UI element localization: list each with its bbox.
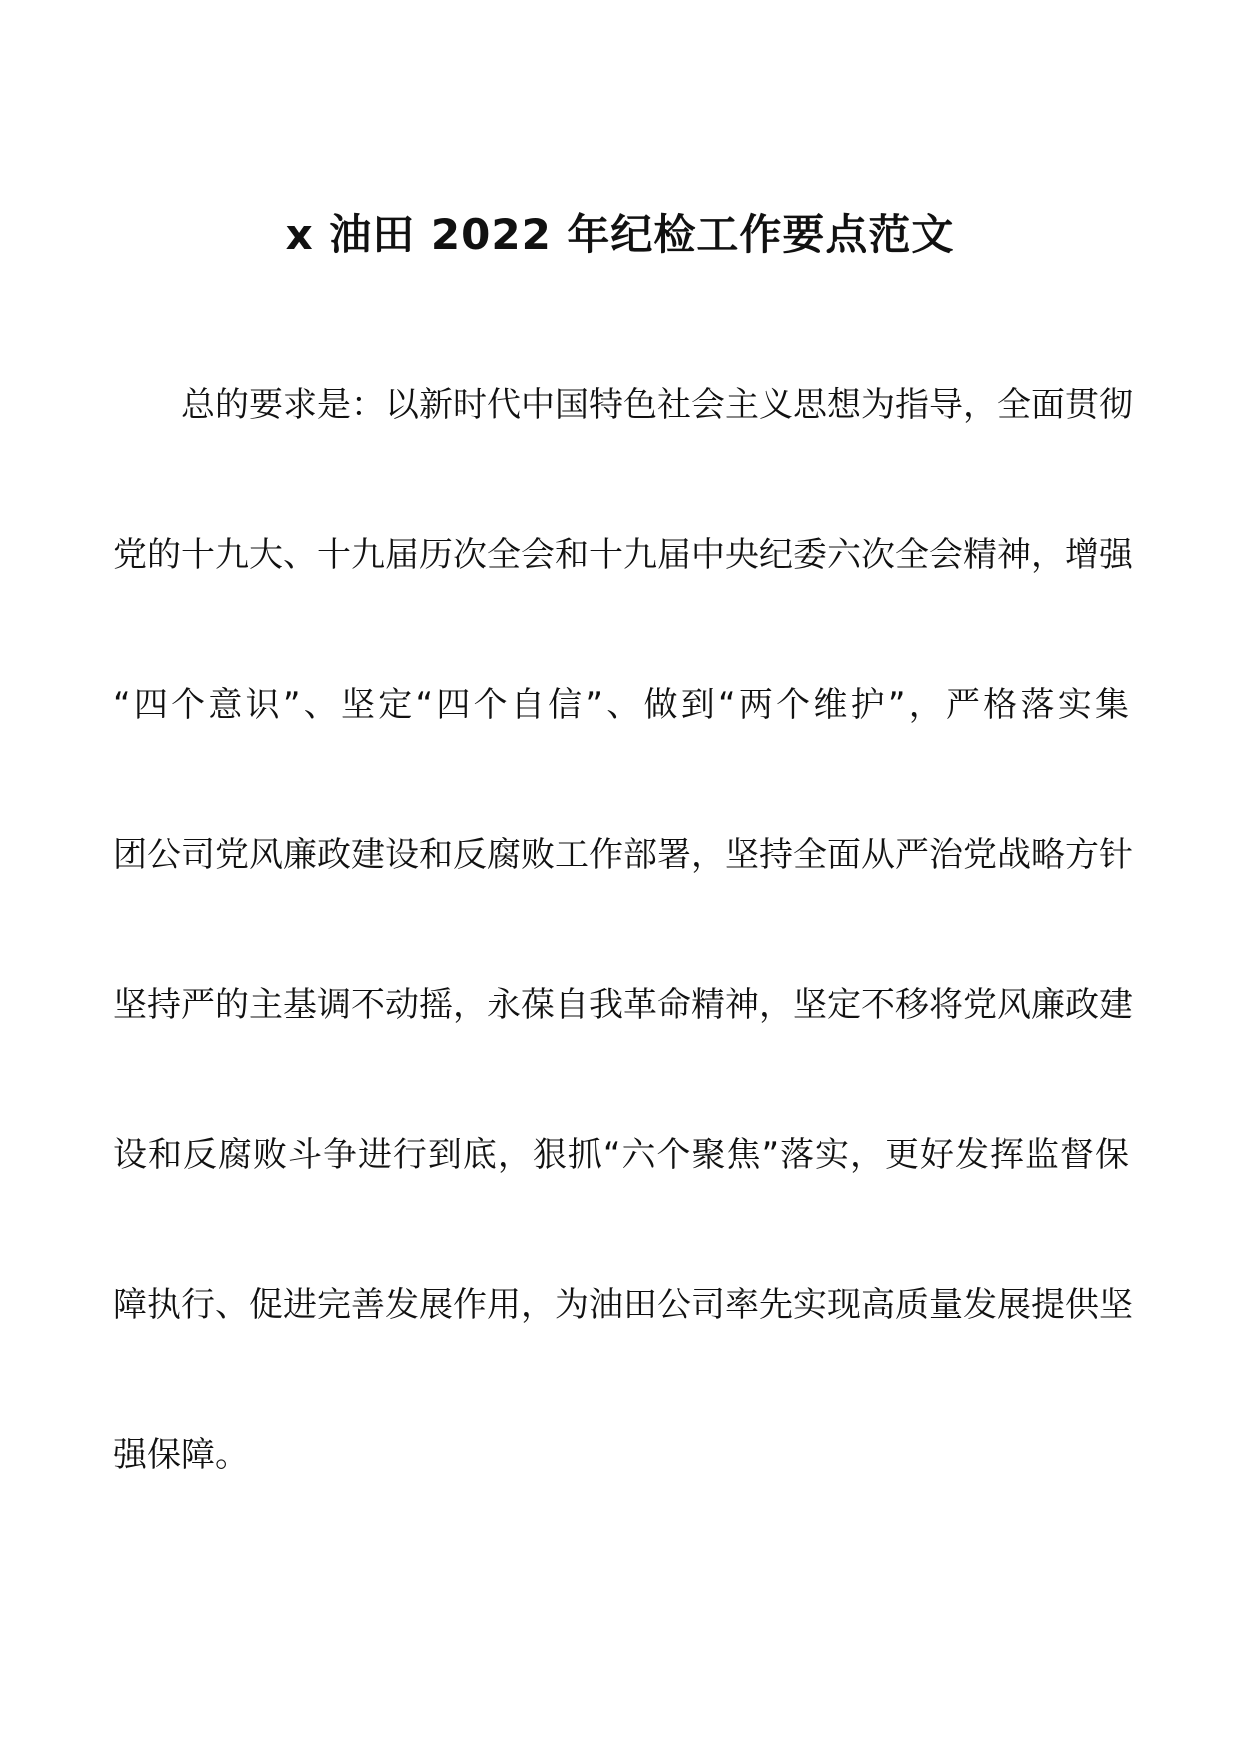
paragraph-line: “四个意识”、坚定“四个自信”、做到“两个维护”，严格落实集	[113, 685, 1129, 725]
paragraph-line: 团公司党风廉政建设和反腐败工作部署，坚持全面从严治党战略方针	[113, 835, 1133, 875]
paragraph-line: 党的十九大、十九届历次全会和十九届中央纪委六次全会精神，增强	[113, 535, 1133, 575]
paragraph-line: 总的要求是：以新时代中国特色社会主义思想为指导，全面贯彻	[181, 385, 1133, 425]
paragraph-line: 设和反腐败斗争进行到底，狠抓“六个聚焦”落实，更好发挥监督保	[113, 1135, 1129, 1175]
paragraph-line: 障执行、促进完善发展作用，为油田公司率先实现高质量发展提供坚	[113, 1285, 1133, 1325]
paragraph-line: 坚持严的主基调不动摇，永葆自我革命精神，坚定不移将党风廉政建	[113, 985, 1133, 1025]
document-title: x 油田 2022 年纪检工作要点范文	[285, 210, 955, 259]
paragraph-line: 强保障。	[113, 1435, 249, 1475]
